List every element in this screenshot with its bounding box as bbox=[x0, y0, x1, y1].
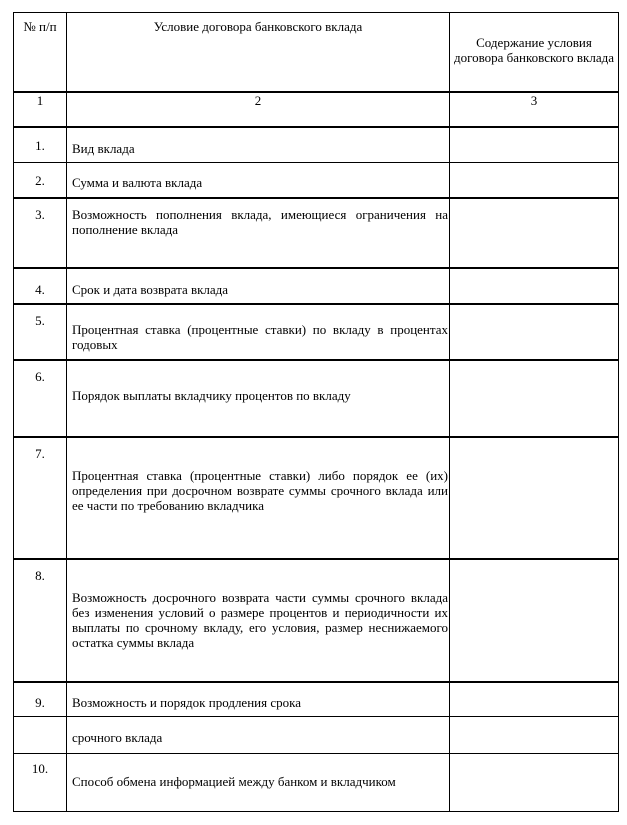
row-condition: Способ обмена информацией между банком и вкладчиком bbox=[67, 754, 450, 812]
row-condition: Возможность и порядок продления срока bbox=[67, 682, 450, 717]
table-row bbox=[14, 198, 619, 268]
table-row bbox=[14, 682, 619, 717]
row-number: 8. bbox=[14, 559, 67, 682]
row-condition: Сумма и валюта вклада bbox=[67, 163, 450, 198]
column-number-1: 1 bbox=[14, 92, 67, 127]
row-condition: Срок и дата возврата вклада bbox=[67, 268, 450, 304]
row-content[interactable] bbox=[450, 268, 619, 304]
row-content[interactable] bbox=[450, 437, 619, 559]
row-content[interactable] bbox=[450, 198, 619, 268]
table-row bbox=[14, 717, 619, 754]
row-content[interactable] bbox=[450, 360, 619, 437]
header-num-cell: № п/п bbox=[14, 13, 67, 92]
row-condition: Вид вклада bbox=[67, 127, 450, 163]
row-content[interactable] bbox=[450, 754, 619, 812]
row-condition: Процентная ставка (процентные ставки) по вкладу в процентах годовых bbox=[67, 304, 450, 360]
row-content[interactable] bbox=[450, 717, 619, 754]
table-row bbox=[14, 559, 619, 682]
row-condition: Возможность досрочного возврата части суммы срочного вклада без изменения условий о размере процентов и периодичности их выплаты по срочному вкладу, его условия, размер неснижаемого остатка суммы вклада bbox=[67, 559, 450, 682]
header-content-cell: Содержание условия договора банковского вклада bbox=[450, 13, 619, 92]
row-content[interactable] bbox=[450, 682, 619, 717]
table-row bbox=[14, 437, 619, 559]
row-condition: Порядок выплаты вкладчику процентов по вкладу bbox=[67, 360, 450, 437]
column-number-3: 3 bbox=[450, 92, 619, 127]
row-number: 7. bbox=[14, 437, 67, 559]
deposit-terms-table bbox=[13, 12, 619, 812]
row-content[interactable] bbox=[450, 163, 619, 198]
row-number: 6. bbox=[14, 360, 67, 437]
row-number: 9. bbox=[14, 682, 67, 717]
table-row bbox=[14, 268, 619, 304]
row-number: 4. bbox=[14, 268, 67, 304]
row-number: 1. bbox=[14, 127, 67, 163]
row-content[interactable] bbox=[450, 304, 619, 360]
row-condition: Возможность пополнения вклада, имеющиеся ограничения на пополнение вклада bbox=[67, 198, 450, 268]
table-row bbox=[14, 304, 619, 360]
header-condition-cell: Условие договора банковского вклада bbox=[67, 13, 450, 92]
row-number: 10. bbox=[14, 754, 67, 812]
row-content[interactable] bbox=[450, 127, 619, 163]
table-row bbox=[14, 360, 619, 437]
table-row bbox=[14, 163, 619, 198]
row-condition: срочного вклада bbox=[67, 717, 450, 754]
row-condition: Процентная ставка (процентные ставки) либо порядок ее (их) определения при досрочном возврате суммы срочного вклада или ее части по требованию вкладчика bbox=[67, 437, 450, 559]
row-number: 5. bbox=[14, 304, 67, 360]
column-number-2: 2 bbox=[67, 92, 450, 127]
table-row bbox=[14, 127, 619, 163]
header-row bbox=[14, 13, 619, 92]
row-number: 3. bbox=[14, 198, 67, 268]
column-number-row bbox=[14, 92, 619, 127]
row-number: 2. bbox=[14, 163, 67, 198]
row-number bbox=[14, 717, 67, 754]
row-content[interactable] bbox=[450, 559, 619, 682]
table-row bbox=[14, 754, 619, 812]
